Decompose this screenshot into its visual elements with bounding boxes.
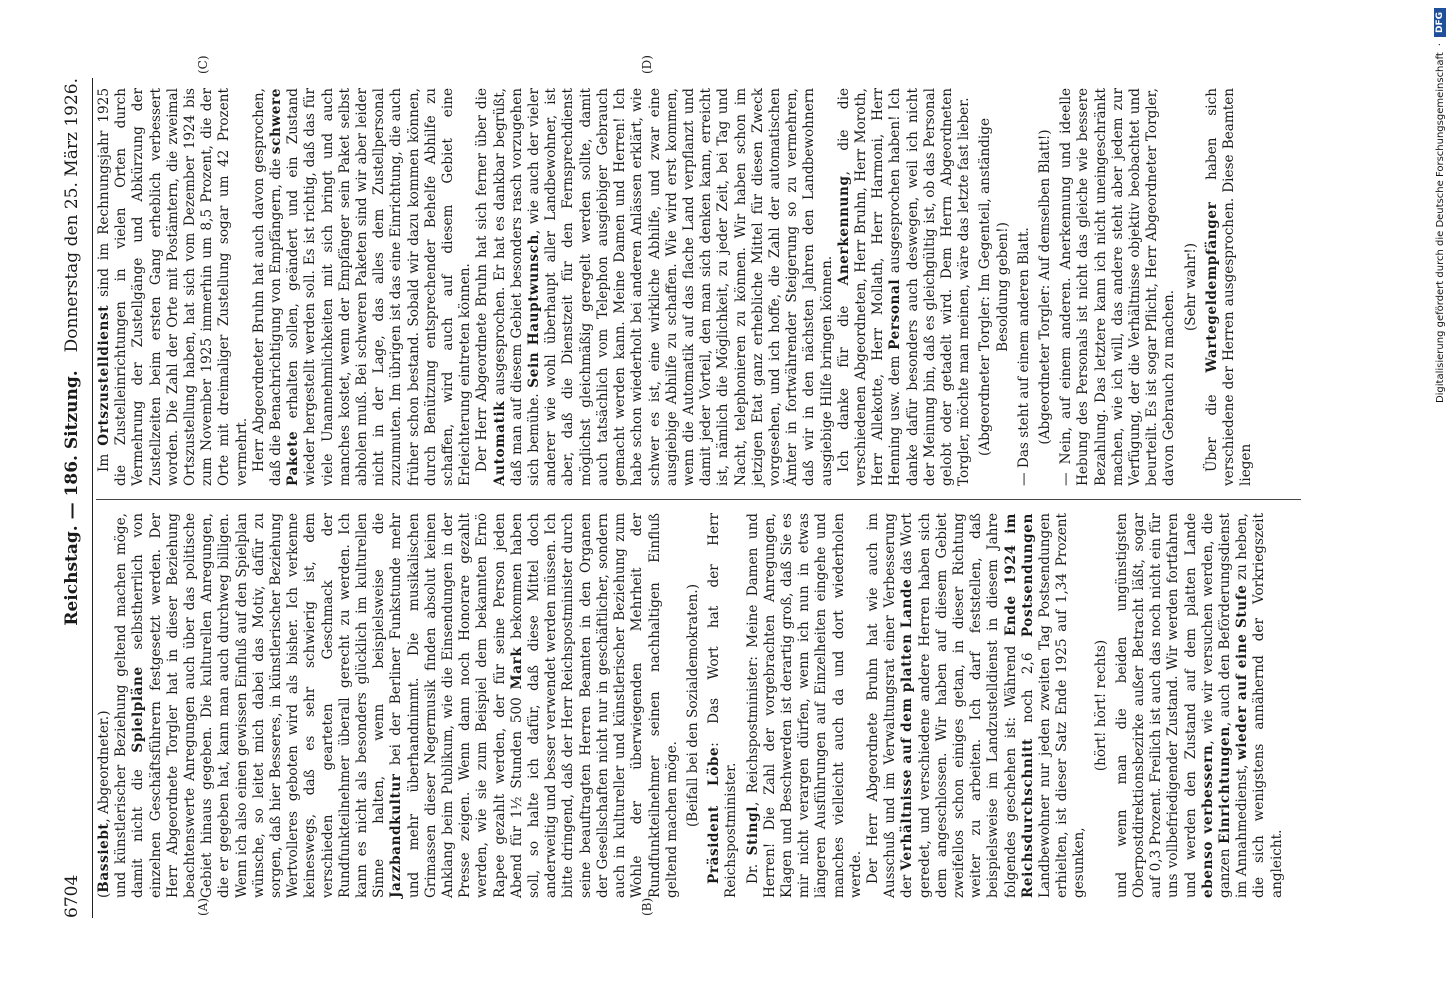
page-number: 6704 <box>62 874 82 918</box>
digitization-credit: Digitalisierung gefördert durch die Deutsche Forschungsgemeinschaft · DFG <box>1400 8 1438 998</box>
paragraph: Herr Abgeordneter Bruhn hat auch davon gesprochen, daß die Benachrichtigung von Empfängern, die schwere Pakete erhalten sollen, geändert und ein Zustand wieder hergestellt werden soll. Es ist richtig, daß das für viele Unannehmlichkeiten mit sich bringt und auch manches kostet, wenn der Empfänger sein Paket selbst abholen muß. Bei schweren Paketen sind wir aber leider nicht in der Lage, das alles dem Zustellpersonal zuzumuten. Im übrigen ist das eine Einrichtung, die auch früher schon bestand. Sobald wir dazu kommen können, durch Benützung entsprechender Behelfe Abhilfe zu schaffen, wird auch auf diesem Gebiet eine Erleichterung eintreten können. <box>250 88 474 486</box>
paragraph: Über die Wartegeldempfänger haben sich verschiedene der Herren ausgesprochen. Diese Beamten liegen <box>1203 88 1255 486</box>
page-header <box>62 78 88 918</box>
paragraph: Im Ortszustelldienst sind im Rechnungsjahr 1925 die Zustelleinrichtungen in vielen Orten durch Vermehrung der Zustellgänge und Abkürzung der Zustellzeiten beim ersten Gang erheblich verbessert worden. Die Zahl der Orte mit Postämtern, die zweimal Ortszustellung haben, hat sich vom Dezember 1924 bis zum November 1925 immerhin um 8,5 Prozent, die der Orte mit dreimaliger Zustellung sogar um 42 Prozent vermehrt. <box>96 88 250 486</box>
margin-mark-d: (D) <box>640 55 654 74</box>
speaker-paragraph: Präsident Löbe: Das Wort hat der Herr Reichspostminister. <box>706 513 740 898</box>
margin-mark-b: (B) <box>640 897 654 916</box>
header-rule <box>92 78 93 918</box>
paragraph: (Bassiebt, Abgeordneter.) <box>96 710 112 898</box>
right-column <box>96 88 1255 486</box>
margin-mark-a: (A) <box>196 897 210 916</box>
left-column <box>96 513 1286 898</box>
interjection: (Sehr wahr!) <box>1182 243 1199 331</box>
paragraph: und wenn man die beiden ungünstigsten Oberpostdirektionsbezirke außer Betracht läßt, sogar auf 0,3 Prozent. Freilich ist auch das noch nicht ein für uns vollbefriedigender Zustand. Wir werden fortfahren und werden den Zustand auf dem platten Lande ebenso verbessern, wie wir versuchen werden, die ganzen Einrichtungen, auch den Beförderungsdienst im Annahmedienst, wieder auf eine Stufe zu heben, die sich wenigstens annähernd der Vorkriegszeit angleicht. <box>1113 512 1285 898</box>
dfg-logo: DFG <box>1434 8 1446 37</box>
margin-mark-c: (C) <box>196 55 210 74</box>
column-divider <box>96 499 1301 500</box>
session-date: Donnerstag den 25. März 1926. <box>62 78 82 353</box>
paragraph: und künstlerischer Beziehung geltend machen möge, damit nicht die Spielpläne selbstherrlich von einzelnen Geschäftsführern festgesetzt werden. Der Herr Abgeordnete Torgler hat in dieser Beziehung beachtenswerte Anregungen auch über das politische Gebiet hinaus gegeben. Die kulturellen Anregungen, die er gegeben hat, kann man auch durchweg billigen. Wenn ich also einen gewissen Einfluß auf den Spielplan wünsche, so leitet mich dabei das Motiv, dafür zu sorgen, daß hier Besseres, in künstlerischer Beziehung Wertvolleres geboten wird als bisher. Ich verkenne keineswegs, daß es sehr schwierig ist, dem verschieden gearteten Geschmack der Rundfunkteilnehmer überall gerecht zu werden. Ich kann es nicht als besonders glücklich im kulturellen Sinne halten, wenn beispielsweise die Jazzbandkultur bei der Berliner Funkstunde mehr und mehr überhandnimmt. Die musikalischen Grimassen dieser Negermusik finden absolut keinen Anklang beim Publikum, wie die Einsendungen in der Presse zeigen. Wenn dann noch Honorare gezahlt werden, wie sie zum Beispiel dem bekannten Ernö Rapee gezahlt werden, der für seine Person jeden Abend für 1½ Stunden 500 Mark bekommen haben soll, so halte ich dafür, daß diese Mittel doch anderweitig und besser verwendet werden müssen. Ich bitte dringend, daß der Herr Reichspostminister durch seine beauftragten Herren Beamten in den Organen der Gesellschaften nicht nur in geschäftlicher, sondern auch in kultureller und künstlerischer Beziehung zum Wohle der überwiegenden Mehrheit der Rundfunkteilnehmer seinen nachhaltigen Einfluß geltend machen möge. <box>113 513 680 898</box>
digitization-note: Digitalisierung gefördert durch die Deutsche Forschungsgemeinschaft <box>1434 52 1446 404</box>
speaker-paragraph: Dr. Stingl, Reichspostminister: Meine Damen und Herren! Die Zahl der vorgebrachten Anregungen, Klagen und Beschwerden ist derartig groß, daß Sie es mir nicht verargen dürfen, wenn ich nun in etwas längeren Ausführungen auf Einzelheiten eingehe und manches vielleicht auch da und dort wiederholen werde. <box>744 513 864 898</box>
paragraph: Ich danke für die Anerkennung, die die verschiedenen Abgeordneten, Herr Bruhn, Herr Moroth, Herr Allekotte, Herr Mollath, Herr Harmoni, Herr Henning usw. dem Personal ausgesprochen haben! Ich danke dafür besonders auch deswegen, weil ich nicht der Meinung bin, daß es gleichgültig ist, ob das Personal gelobt oder getadelt wird. Dem Herrn Abgeordneten Torgler, möchte man meinen, wäre das letzte fast lieber. <box>835 87 973 486</box>
interjection: (hört! hört! rechts) <box>1092 639 1109 772</box>
paragraph: Der Herr Abgeordnete Bruhn hat sich ferner über die Automatik ausgesprochen. Er hat es dankbar begrüßt, daß man auf diesem Gebiet besonders rasch vorzugehen sich bemühe. Sein Hauptwunsch, wie auch der vieler anderer wie wohl überhaupt aller Landbewohner, ist aber, daß die Dienstzeit für den Fernsprechdienst möglichst gleichmäßig geregelt werden sollte, damit auch tatsächlich vom Telephon ausgiebiger Gebrauch gemacht werden kann. Meine Damen und Herren! Ich habe schon wiederholt bei anderen Anlässen erklärt, wie schwer es ist, eine wirkliche Abhilfe, und zwar eine ausgiebige Abhilfe zu schaffen. Wie wird erst kommen, wenn die Automatik auf das flache Land verpflanzt und damit jeder Vorteil, den man sich denken kann, erreicht ist, nämlich die Möglichkeit, zu jeder Zeit, bei Tag und Nacht, telephonieren zu können. Wir haben schon im jetzigen Etat ganz erhebliche Mittel für diesen Zweck vorgesehen, und ich hoffe, die Zahl der automatischen Ämter in fortwährender Steigerung so zu vermehren, daß wir in den nächsten Jahren den Landbewohnern ausgiebige Hilfe bringen können. <box>474 88 835 486</box>
paragraph: — Nein, auf einem anderen. Anerkennung und ideelle Hebung des Personals ist nicht das gleiche wie bessere Bezahlung. Das letztere kann ich nicht uneingeschränkt machen, wie ich will, das andere steht aber jedem zur Verfügung, der die Verhältnisse objektiv beobachtet und beurteilt. Es ist sogar Pflicht, Herr Abgeordneter Torgler, davon Gebrauch zu machen. <box>1058 88 1178 486</box>
interjection: (Abgeordneter Torgler: Auf demselben Blatt!) <box>1036 129 1053 445</box>
interjection: (Abgeordneter Torgler: Im Gegenteil, anständige Besoldung geben!) <box>977 117 1011 457</box>
interjection: (Beifall bei den Sozialdemokraten.) <box>684 583 701 828</box>
paragraph: — Das steht auf einem anderen Blatt. <box>1015 227 1032 486</box>
running-head-text: Reichstag. — 186. Sitzung. <box>62 370 82 626</box>
paragraph: Der Herr Abgeordnete Bruhn hat wie auch im Ausschuß und im Verwaltungsrat einer Verbesserung der Verhältnisse auf dem platten Lande das Wort geredet, und verschiedene andere Herren haben sich dem angeschlossen. Wir haben auf diesem Gebiet zweifellos schon einiges getan, in dieser Richtung weiter zu arbeiten. Ich darf feststellen, daß beispielsweise im Landzustelldienst in diesem Jahre folgendes geschehen ist: Während Ende 1924 im Reichsdurchschnitt noch 2,6 Postsendungen Landbewohner nur jeden zweiten Tag Postsendungen erhielten, ist dieser Satz Ende 1925 auf 1,34 Prozent gesunken, <box>864 512 1088 898</box>
